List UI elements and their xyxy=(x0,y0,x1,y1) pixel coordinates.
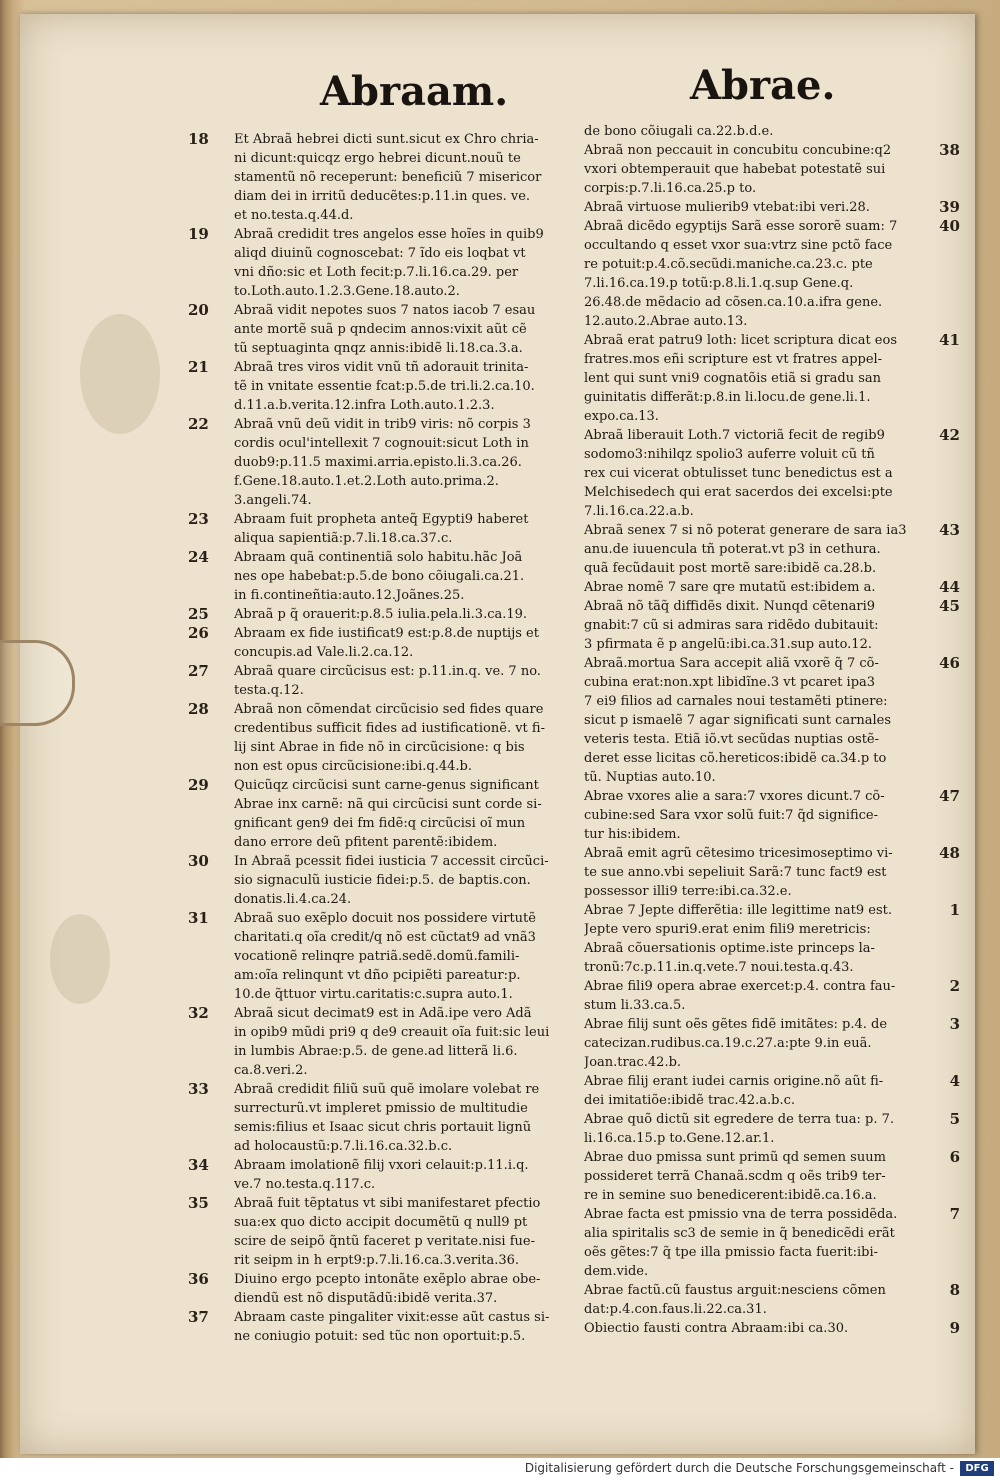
entry-line: dano errore deũ pfitent parentẽ:ibidem. xyxy=(234,835,498,850)
entry-line: alia spiritalis sc3 de semie in q̃ benedicẽdi erãt xyxy=(584,1226,895,1241)
entry-line: re in semine suo benedicerent:ibidẽ.ca.16.a. xyxy=(584,1188,877,1203)
entry-line: Abrae 7 Jepte differẽtia: ille legittime nat9 est. xyxy=(584,903,893,918)
entry-text xyxy=(584,1319,916,1338)
entry-line: rit seipm in h erpt9:p.7.li.16.ca.3.verita.36. xyxy=(234,1253,520,1268)
entry-line: Abraã liberauit Loth.7 victoriã fecit de regib9 xyxy=(584,428,885,443)
index-entry xyxy=(570,217,960,331)
entry-line: 12.auto.2.Abrae auto.13. xyxy=(584,314,748,329)
entry-line: stum li.33.ca.5. xyxy=(584,998,686,1013)
entry-line: catecizan.rudibus.ca.19.c.27.a:pte 9.in euã. xyxy=(584,1036,872,1051)
entry-line: in lumbis Abrae:p.5. de gene.ad litterã li.6. xyxy=(234,1044,518,1059)
index-entry xyxy=(190,1080,570,1156)
entry-line: cordis ocul'intellexit 7 cognouit:sicut Loth in xyxy=(234,436,529,451)
entry-line: Abraam imolationẽ filij vxori celauit:p.11.i.q. xyxy=(234,1158,529,1173)
entry-line: Abraã credidit tres angelos esse hoĩes in quib9 xyxy=(234,227,544,242)
entry-number: 47 xyxy=(939,787,960,805)
entry-line: possessor illi9 terre:ibi.ca.32.e. xyxy=(584,884,792,899)
entry-line: quã fecũdauit post mortẽ sare:ibidẽ ca.28.b. xyxy=(584,561,877,576)
entry-number: 5 xyxy=(949,1110,960,1128)
entry-number: 40 xyxy=(939,217,960,235)
index-entry xyxy=(190,301,570,358)
entry-text xyxy=(234,358,570,415)
index-entry xyxy=(190,415,570,510)
index-entry xyxy=(190,130,570,225)
entry-text xyxy=(234,776,570,852)
entry-line: testa.q.12. xyxy=(234,683,304,698)
entry-line: dat:p.4.con.faus.li.22.ca.31. xyxy=(584,1302,767,1317)
index-entry xyxy=(190,909,570,1004)
entry-line: Abraã credidit filiũ suũ quẽ imolare volebat re xyxy=(234,1082,540,1097)
entry-text xyxy=(584,521,916,578)
entry-line: scire de seipõ q̃ntũ faceret p veritate.nisi fue- xyxy=(234,1234,535,1249)
entry-line: de bono cõiugali ca.22.b.d.e. xyxy=(584,124,774,139)
entry-text xyxy=(584,1148,916,1205)
entry-number: 21 xyxy=(188,358,209,376)
entry-text xyxy=(584,426,916,521)
entry-line: to.Loth.auto.1.2.3.Gene.18.auto.2. xyxy=(234,284,460,299)
entry-line: semis:filius et Isaac sicut chris portauit lignũ xyxy=(234,1120,532,1135)
entry-line: corpis:p.7.li.16.ca.25.p to. xyxy=(584,181,757,196)
entry-number: 9 xyxy=(949,1319,960,1337)
entry-line: cubine:sed Sara vxor solũ fuit:7 q̃d significe- xyxy=(584,808,879,823)
entry-line: 7 ei9 filios ad carnales noui testamẽti ptinere: xyxy=(584,694,888,709)
entry-text xyxy=(234,1270,570,1308)
entry-line: Abraam ex fide iustificat9 est:p.8.de nuptijs et xyxy=(234,626,539,641)
footer-credit: Digitalisierung gefördert durch die Deutsche Forschungsgemeinschaft - xyxy=(524,1461,954,1475)
index-entry xyxy=(570,787,960,844)
entry-line: sua:ex quo dicto accipit documẽtũ q null9 pt xyxy=(234,1215,528,1230)
entry-number: 25 xyxy=(188,605,209,623)
entry-line: Jepte vero spuri9.erat enim fili9 meretricis: xyxy=(584,922,871,937)
entry-line: Quicũqz circũcisi sunt carne-genus significant xyxy=(234,778,539,793)
entry-line: Joan.trac.42.b. xyxy=(584,1055,682,1070)
index-entry xyxy=(190,700,570,776)
entry-text xyxy=(584,1072,916,1110)
entry-number: 27 xyxy=(188,662,209,680)
index-entry xyxy=(190,1270,570,1308)
index-entry xyxy=(190,1004,570,1080)
entry-line: Abrae duo pmissa sunt primũ qd semen suum xyxy=(584,1150,886,1165)
entry-line: Abraam quã continentiã solo habitu.hãc Joã xyxy=(234,550,523,565)
entry-line: d.11.a.b.verita.12.infra Loth.auto.1.2.3. xyxy=(234,398,495,413)
index-entry xyxy=(570,597,960,654)
entry-line: f.Gene.18.auto.1.et.2.Loth auto.prima.2. xyxy=(234,474,499,489)
entry-text xyxy=(234,1308,570,1346)
entry-line: Abraã nõ tãq̃ diffidẽs dixit. Nunqd cẽtenari9 xyxy=(584,599,876,614)
entry-line: ante mortẽ suã p qndecim annos:vixit aũt cẽ xyxy=(234,322,527,337)
entry-text xyxy=(234,605,570,624)
entry-line: Abraã quare circũcisus est: p.11.in.q. ve. 7 no. xyxy=(234,664,541,679)
entry-number: 37 xyxy=(188,1308,209,1326)
entry-line: Abrae quõ dictũ sit egredere de terra tua: p. 7. xyxy=(584,1112,895,1127)
entry-text xyxy=(234,301,570,358)
entry-line: tũ septuaginta qnqz annis:ibidẽ li.18.ca.3.a. xyxy=(234,341,523,356)
entry-line: Abrae nomẽ 7 sare qre mutatũ est:ibidem a. xyxy=(584,580,876,595)
entry-line: tũ. Nuptias auto.10. xyxy=(584,770,716,785)
entry-line: Abraã erat patru9 loth: licet scriptura dicat eos xyxy=(584,333,897,348)
entry-line: Abraã fuit tẽptatus vt sibi manifestaret pfectio xyxy=(234,1196,541,1211)
index-entry xyxy=(570,578,960,597)
entry-line: vxori obtemperauit que habebat potestatẽ sui xyxy=(584,162,886,177)
entry-line: 10.de q̃ttuor virtu.caritatis:c.supra auto.1. xyxy=(234,987,513,1002)
entry-line: te sue anno.vbi sepeliuit Sarã:7 tunc fact9 est xyxy=(584,865,887,880)
entry-text xyxy=(584,331,916,426)
entry-line: nes ope habebat:p.5.de bono cõiugali.ca.21. xyxy=(234,569,525,584)
entry-line: In Abraã pcessit fidei iusticia 7 accessit circũci- xyxy=(234,854,549,869)
entry-number: 29 xyxy=(188,776,209,794)
entry-text xyxy=(584,198,916,217)
entry-line: tur his:ibidem. xyxy=(584,827,681,842)
entry-line: Abraã sicut decimat9 est in Adã.ipe vero Adã xyxy=(234,1006,532,1021)
entry-number: 24 xyxy=(188,548,209,566)
entry-number: 48 xyxy=(939,844,960,862)
entry-line: 7.li.16.ca.22.a.b. xyxy=(584,504,694,519)
entry-line: Abraã non cõmendat circũcisio sed fides quare xyxy=(234,702,544,717)
entry-line: ni dicunt:quicqz ergo hebrei dicunt.nouũ te xyxy=(234,151,521,166)
entry-line: diam dei in irritũ deducẽtes:p.11.in ques. ve. xyxy=(234,189,531,204)
entry-text xyxy=(584,1110,916,1148)
entry-number: 36 xyxy=(188,1270,209,1288)
entry-line: Abrae facta est pmissio vna de terra possidẽda. xyxy=(584,1207,898,1222)
right-column xyxy=(570,122,960,1338)
entry-text xyxy=(584,1281,916,1319)
entry-line: Abrae vxores alie a sara:7 vxores dicunt.7 cõ- xyxy=(584,789,885,804)
entry-text xyxy=(234,662,570,700)
left-column xyxy=(190,130,570,1346)
entry-number: 30 xyxy=(188,852,209,870)
entry-number: 38 xyxy=(939,141,960,159)
entry-number: 6 xyxy=(949,1148,960,1166)
entry-line: non est opus circũcisione:ibi.q.44.b. xyxy=(234,759,472,774)
entry-line: duob9:p.11.5 maximi.arria.episto.li.3.ca.26. xyxy=(234,455,522,470)
entry-text xyxy=(234,415,570,510)
entry-text xyxy=(234,548,570,605)
entry-text xyxy=(234,624,570,662)
entry-line: 7.li.16.ca.19.p totũ:p.8.li.1.q.sup Gene.q. xyxy=(584,276,854,291)
entry-number: 19 xyxy=(188,225,209,243)
entry-line: cubina erat:non.xpt libidĩne.3 vt pcaret ipa3 xyxy=(584,675,876,690)
index-entry xyxy=(570,654,960,787)
entry-line: dem.vide. xyxy=(584,1264,649,1279)
entry-line: Abraã non peccauit in concubitu concubine:q2 xyxy=(584,143,892,158)
entry-text xyxy=(234,1080,570,1156)
entry-line: credentibus sufficit fides ad iustificationẽ. vt fi- xyxy=(234,721,545,736)
entry-line: Obiectio fausti contra Abraam:ibi ca.30. xyxy=(584,1321,849,1336)
entry-line: Abraã suo exẽplo docuit nos possidere virtutẽ xyxy=(234,911,536,926)
entry-line: gnificant gen9 dei fm fidẽ:q circũcisi oĩ mun xyxy=(234,816,526,831)
entry-line: sodomo3:nihilqz spolio3 auferre voluit cũ tñ xyxy=(584,447,875,462)
entry-line: fratres.mos eñi scripture est vt fratres appel- xyxy=(584,352,883,367)
entry-line: Abraã.mortua Sara accepit aliã vxorẽ q̃ 7 cõ- xyxy=(584,656,879,671)
index-entry xyxy=(190,776,570,852)
entry-number: 22 xyxy=(188,415,209,433)
entry-text xyxy=(234,909,570,1004)
entry-number: 1 xyxy=(949,901,960,919)
entry-text xyxy=(584,1205,916,1281)
entry-line: vocationẽ relinqre patriã.sedẽ.domũ.famili- xyxy=(234,949,520,964)
entry-line: Abraã senex 7 si nõ poterat generare de sara ia3 xyxy=(584,523,907,538)
entry-text xyxy=(584,901,916,977)
entry-line: Abraã virtuose mulierib9 vtebat:ibi veri.28. xyxy=(584,200,870,215)
entry-line: donatis.li.4.ca.24. xyxy=(234,892,352,907)
entry-line: concupis.ad Vale.li.2.ca.12. xyxy=(234,645,414,660)
index-entry xyxy=(190,852,570,909)
entry-text xyxy=(584,597,916,654)
index-entry xyxy=(570,977,960,1015)
clasp-strap xyxy=(0,640,75,726)
entry-line: re potuit:p.4.cõ.secũdi.maniche.ca.23.c. pte xyxy=(584,257,873,272)
entry-number: 41 xyxy=(939,331,960,349)
index-entry xyxy=(190,1194,570,1270)
entry-text xyxy=(584,1015,916,1072)
entry-line: Abraã emit agrũ cẽtesimo tricesimoseptimo vi- xyxy=(584,846,893,861)
entry-number: 28 xyxy=(188,700,209,718)
entry-line: Abraã vnũ deũ vidit in trib9 viris: nõ corpis 3 xyxy=(234,417,531,432)
entry-line: dei imitatiõe:ibidẽ trac.42.a.b.c. xyxy=(584,1093,796,1108)
entry-line: sicut p ismaelẽ 7 agar significati sunt carnales xyxy=(584,713,892,728)
entry-number: 31 xyxy=(188,909,209,927)
index-entry xyxy=(570,901,960,977)
entry-number: 45 xyxy=(939,597,960,615)
index-entry xyxy=(570,1205,960,1281)
entry-line: rex cui vicerat obtulisset tunc benedictus est a xyxy=(584,466,893,481)
entry-number: 8 xyxy=(949,1281,960,1299)
entry-number: 35 xyxy=(188,1194,209,1212)
entry-line: in fi.contineñtia:auto.12.Joãnes.25. xyxy=(234,588,465,603)
entry-line: Abrae filij erant iudei carnis origine.nõ aũt fi- xyxy=(584,1074,884,1089)
entry-number: 4 xyxy=(949,1072,960,1090)
entry-text xyxy=(234,1156,570,1194)
entry-line: aliqua sapientiã:p.7.li.18.ca.37.c. xyxy=(234,531,453,546)
entry-line: lent qui sunt vni9 cognatõis etiã si gradu san xyxy=(584,371,882,386)
index-entry xyxy=(570,521,960,578)
entry-text xyxy=(234,510,570,548)
entry-line: 3.angeli.74. xyxy=(234,493,312,508)
entry-line: tẽ in vnitate essentie fcat:p.5.de tri.li.2.ca.10. xyxy=(234,379,535,394)
entry-line: Abrae inx carnẽ: nã qui circũcisi sunt corde si- xyxy=(234,797,542,812)
entry-line: Melchisedech qui erat sacerdos dei excelsi:pte xyxy=(584,485,893,500)
entry-number: 32 xyxy=(188,1004,209,1022)
index-entry xyxy=(570,198,960,217)
entry-line: vni dño:sic et Loth fecit:p.7.li.16.ca.29. per xyxy=(234,265,519,280)
entry-line: Abraã dicẽdo egyptijs Sarã esse sororẽ suam: 7 xyxy=(584,219,898,234)
entry-number: 33 xyxy=(188,1080,209,1098)
entry-number: 39 xyxy=(939,198,960,216)
page-stain xyxy=(50,914,110,1004)
entry-text xyxy=(234,700,570,776)
running-header-right: Abrae. xyxy=(690,62,836,109)
footer-bar xyxy=(0,1458,1000,1480)
entry-number: 7 xyxy=(949,1205,960,1223)
entry-line: expo.ca.13. xyxy=(584,409,659,424)
index-entry xyxy=(570,331,960,426)
index-entry xyxy=(570,1148,960,1205)
entry-line: guinitatis differãt:p.8.in li.locu.de gene.li.1. xyxy=(584,390,871,405)
entry-line: Et Abraã hebrei dicti sunt.sicut ex Chro chria- xyxy=(234,132,539,147)
entry-text xyxy=(584,654,916,787)
entry-text xyxy=(584,787,916,844)
index-entry xyxy=(190,662,570,700)
index-entry xyxy=(570,1072,960,1110)
entry-line: oẽs gẽtes:7 q̃ tpe illa pmissio facta fuerit:ibi- xyxy=(584,1245,878,1260)
entry-line: Abraã vidit nepotes suos 7 natos iacob 7 esau xyxy=(234,303,536,318)
entry-line: ad holocaustũ:p.7.li.16.ca.32.b.c. xyxy=(234,1139,453,1154)
entry-text xyxy=(584,122,916,141)
entry-line: Abraam fuit propheta anteq̃ Egypti9 haberet xyxy=(234,512,529,527)
entry-line: surrecturũ.vt impleret pmissio de multitudie xyxy=(234,1101,528,1116)
entry-line: Abrae filij sunt oẽs gẽtes fidẽ imitãtes: p.4. de xyxy=(584,1017,888,1032)
entry-number: 42 xyxy=(939,426,960,444)
entry-line: 26.48.de mẽdacio ad cõsen.ca.10.a.ifra gene. xyxy=(584,295,883,310)
entry-line: et no.testa.q.44.d. xyxy=(234,208,354,223)
entry-line: charitati.q oĩa credit/q nõ est cũctat9 ad vnã3 xyxy=(234,930,536,945)
entry-line: stamentũ nõ receperunt: beneficiũ 7 misericor xyxy=(234,170,542,185)
entry-text xyxy=(584,217,916,331)
index-entry xyxy=(570,141,960,198)
entry-line: am:oĩa relinqunt vt dño pcipiẽti pareatur:p. xyxy=(234,968,521,983)
entry-line: Abraã p q̃ orauerit:p.8.5 iulia.pela.li.3.ca.19. xyxy=(234,607,528,622)
entry-line: ne coniugio potuit: sed tũc non oportuit:p.5. xyxy=(234,1329,526,1344)
entry-line: sio signaculũ iusticie fidei:p.5. de baptis.con. xyxy=(234,873,531,888)
entry-line: occultando q esset vxor sua:vtrz sine pctõ face xyxy=(584,238,893,253)
entry-text xyxy=(234,852,570,909)
entry-line: Abraã cõuersationis optime.iste princeps la- xyxy=(584,941,875,956)
index-entry xyxy=(570,1110,960,1148)
entry-line: anu.de iuuencula tñ poterat.vt p3 in cethura. xyxy=(584,542,881,557)
entry-text xyxy=(234,1194,570,1270)
index-entry xyxy=(190,510,570,548)
index-entry xyxy=(190,605,570,624)
entry-number: 26 xyxy=(188,624,209,642)
index-entry xyxy=(190,624,570,662)
entry-number: 23 xyxy=(188,510,209,528)
entry-number: 44 xyxy=(939,578,960,596)
page-stain xyxy=(80,314,160,434)
entry-number: 20 xyxy=(188,301,209,319)
entry-text xyxy=(584,578,916,597)
entry-number: 2 xyxy=(949,977,960,995)
entry-number: 3 xyxy=(949,1015,960,1033)
entry-line: Abraã tres viros vidit vnũ tñ adorauit trinita- xyxy=(234,360,529,375)
entry-line: ve.7 no.testa.q.117.c. xyxy=(234,1177,376,1192)
entry-line: lij sint Abrae in fide nõ in circũcisione: q bis xyxy=(234,740,525,755)
entry-text xyxy=(234,130,570,225)
entry-line: Abraam caste pingaliter vixit:esse aũt castus si- xyxy=(234,1310,550,1325)
entry-text xyxy=(584,977,916,1015)
entry-text xyxy=(584,141,916,198)
entry-line: possideret terrã Chanaã.scdm q oẽs trib9 ter- xyxy=(584,1169,886,1184)
entry-line: tronũ:7c.p.11.in.q.vete.7 noui.testa.q.43. xyxy=(584,960,854,975)
entry-line: li.16.ca.15.p to.Gene.12.ar.1. xyxy=(584,1131,775,1146)
entry-line: in opib9 mũdi pri9 q de9 creauit oĩa fuit:sic leui xyxy=(234,1025,550,1040)
entry-line: aliqd diuinũ cognoscebat: 7 ĩdo eis loqbat vt xyxy=(234,246,526,261)
index-entry xyxy=(190,1156,570,1194)
entry-line: Abrae fili9 opera abrae exercet:p.4. contra fau- xyxy=(584,979,896,994)
entry-line: gnabit:7 cũ si admiras sara ridẽdo dubitauit: xyxy=(584,618,879,633)
index-entry xyxy=(570,122,960,141)
entry-number: 18 xyxy=(188,130,209,148)
running-header-left: Abraam. xyxy=(320,68,509,115)
entry-line: diendũ est nõ disputãdũ:ibidẽ verita.37. xyxy=(234,1291,498,1306)
entry-line: deret esse licitas cõ.hereticos:ibidẽ ca.34.p to xyxy=(584,751,887,766)
dfg-logo: DFG xyxy=(960,1461,994,1476)
index-entry xyxy=(570,844,960,901)
index-entry xyxy=(570,1015,960,1072)
entry-line: Diuino ergo pcepto intonãte exẽplo abrae obe- xyxy=(234,1272,541,1287)
index-entry xyxy=(190,358,570,415)
index-entry xyxy=(190,548,570,605)
index-entry xyxy=(570,426,960,521)
entry-line: Abrae factũ.cũ faustus arguit:nesciens cõmen xyxy=(584,1283,886,1298)
index-entry xyxy=(190,225,570,301)
entry-text xyxy=(584,844,916,901)
entry-number: 34 xyxy=(188,1156,209,1174)
entry-line: 3 pfirmata ẽ p angelũ:ibi.ca.31.sup auto.12. xyxy=(584,637,872,652)
entry-number: 46 xyxy=(939,654,960,672)
index-entry xyxy=(570,1319,960,1338)
index-entry xyxy=(570,1281,960,1319)
entry-text xyxy=(234,1004,570,1080)
entry-line: ca.8.veri.2. xyxy=(234,1063,308,1078)
entry-line: veteris testa. Etiã iõ.vt secũdas nuptias ostẽ- xyxy=(584,732,880,747)
entry-number: 43 xyxy=(939,521,960,539)
entry-text xyxy=(234,225,570,301)
index-entry xyxy=(190,1308,570,1346)
